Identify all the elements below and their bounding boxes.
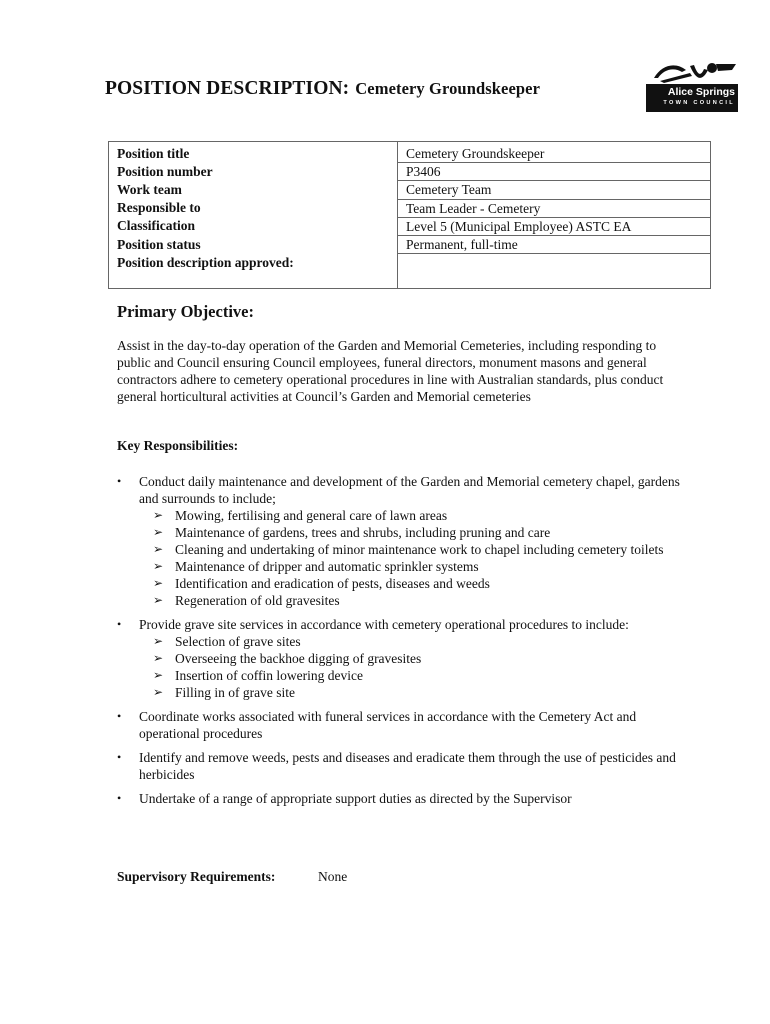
arrow-bullet-icon: ➢ [153, 542, 164, 556]
list-item [117, 708, 692, 742]
sub-list-item [139, 650, 692, 667]
item-text: Provide grave site services in accordance with cemetery operational procedures to include: [139, 617, 629, 632]
row-label: Position status [109, 236, 398, 254]
arrow-bullet-icon: ➢ [153, 668, 164, 682]
item-text: Undertake of a range of appropriate support duties as directed by the Supervisor [139, 791, 572, 806]
sub-list [139, 633, 692, 701]
sub-list-item [139, 541, 692, 558]
primary-objective-heading: Primary Objective: [117, 302, 254, 321]
table-row [109, 236, 711, 254]
row-value: P3406 [398, 163, 711, 181]
sub-item-text: Cleaning and undertaking of minor maintenance work to chapel including cemetery toilets [175, 542, 664, 557]
table-row [109, 254, 711, 289]
sub-item-text: Insertion of coffin lowering device [175, 668, 363, 683]
row-label: Work team [109, 181, 398, 199]
item-text: Identify and remove weeds, pests and diseases and eradicate them through the use of pesticides and herbicides [139, 750, 676, 782]
responsibilities-list [117, 473, 692, 814]
title-position: Cemetery Groundskeeper [355, 79, 541, 98]
row-label: Position description approved: [109, 254, 398, 289]
item-text: Conduct daily maintenance and development of the Garden and Memorial cemetery chapel, gardens and surrounds to include; [139, 474, 680, 506]
logo-council: TOWN COUNCIL [663, 100, 735, 106]
sub-item-text: Maintenance of dripper and automatic sprinkler systems [175, 559, 479, 574]
list-item [117, 473, 692, 609]
sub-list-item [139, 524, 692, 541]
sub-item-text: Identification and eradication of pests, diseases and weeds [175, 576, 490, 591]
row-value: Permanent, full-time [398, 236, 711, 254]
arrow-bullet-icon: ➢ [153, 559, 164, 573]
row-label: Position title [109, 142, 398, 163]
item-text: Coordinate works associated with funeral services in accordance with the Cemetery Act and operational procedures [139, 709, 637, 741]
sub-list-item [139, 633, 692, 650]
list-item [117, 749, 692, 783]
row-value: Cemetery Groundskeeper [398, 142, 711, 163]
row-value: Level 5 (Municipal Employee) ASTC EA [398, 217, 711, 235]
arrow-bullet-icon: ➢ [153, 634, 164, 648]
position-details-table [108, 141, 711, 289]
sub-item-text: Regeneration of old gravesites [175, 593, 340, 608]
row-label: Responsible to [109, 199, 398, 217]
bullet-icon: • [117, 617, 122, 631]
sub-list-item [139, 507, 692, 524]
logo-emblem-icon [646, 60, 738, 86]
arrow-bullet-icon: ➢ [153, 685, 164, 699]
sub-item-text: Maintenance of gardens, trees and shrubs, including pruning and care [175, 525, 551, 540]
bullet-icon: • [117, 709, 122, 723]
table-row [109, 199, 711, 217]
sub-item-text: Selection of grave sites [175, 634, 301, 649]
table-row [109, 217, 711, 235]
bullet-icon: • [117, 474, 122, 488]
sub-list-item [139, 667, 692, 684]
table-row [109, 181, 711, 199]
sub-list-item [139, 592, 692, 609]
alice-springs-logo [646, 60, 738, 114]
sub-item-text: Overseeing the backhoe digging of gravesites [175, 651, 422, 666]
row-value: Team Leader - Cemetery [398, 199, 711, 217]
row-value [398, 254, 711, 289]
arrow-bullet-icon: ➢ [153, 593, 164, 607]
row-label: Position number [109, 163, 398, 181]
sub-list-item [139, 684, 692, 701]
list-item [117, 616, 692, 701]
list-item [117, 790, 692, 807]
table-row [109, 163, 711, 181]
table-row [109, 142, 711, 163]
bullet-icon: • [117, 750, 122, 764]
title-main: POSITION DESCRIPTION: [105, 78, 350, 99]
logo-banner [646, 84, 738, 112]
sub-list [139, 507, 692, 609]
page-title [105, 78, 540, 100]
primary-objective-text: Assist in the day-to-day operation of the Garden and Memorial Cemeteries, including responding to public and Council ensuring Council employees, funeral directors, monument masons and general contractors adhere to cemetery operational procedures in line with Australian standards, plus conduct general horticultural activities at Council’s Garden and Memorial cemeteries [117, 338, 664, 404]
supervisory-label: Supervisory Requirements: [117, 869, 276, 884]
arrow-bullet-icon: ➢ [153, 576, 164, 590]
arrow-bullet-icon: ➢ [153, 525, 164, 539]
sub-list-item [139, 575, 692, 592]
row-value: Cemetery Team [398, 181, 711, 199]
sub-item-text: Filling in of grave site [175, 685, 295, 700]
key-responsibilities-heading: Key Responsibilities: [117, 438, 239, 453]
arrow-bullet-icon: ➢ [153, 651, 164, 665]
logo-name: Alice Springs [667, 86, 735, 98]
sub-list-item [139, 558, 692, 575]
sub-item-text: Mowing, fertilising and general care of lawn areas [175, 508, 448, 523]
bullet-icon: • [117, 791, 122, 805]
row-label: Classification [109, 217, 398, 235]
supervisory-value: None [318, 869, 348, 884]
arrow-bullet-icon: ➢ [153, 508, 164, 522]
